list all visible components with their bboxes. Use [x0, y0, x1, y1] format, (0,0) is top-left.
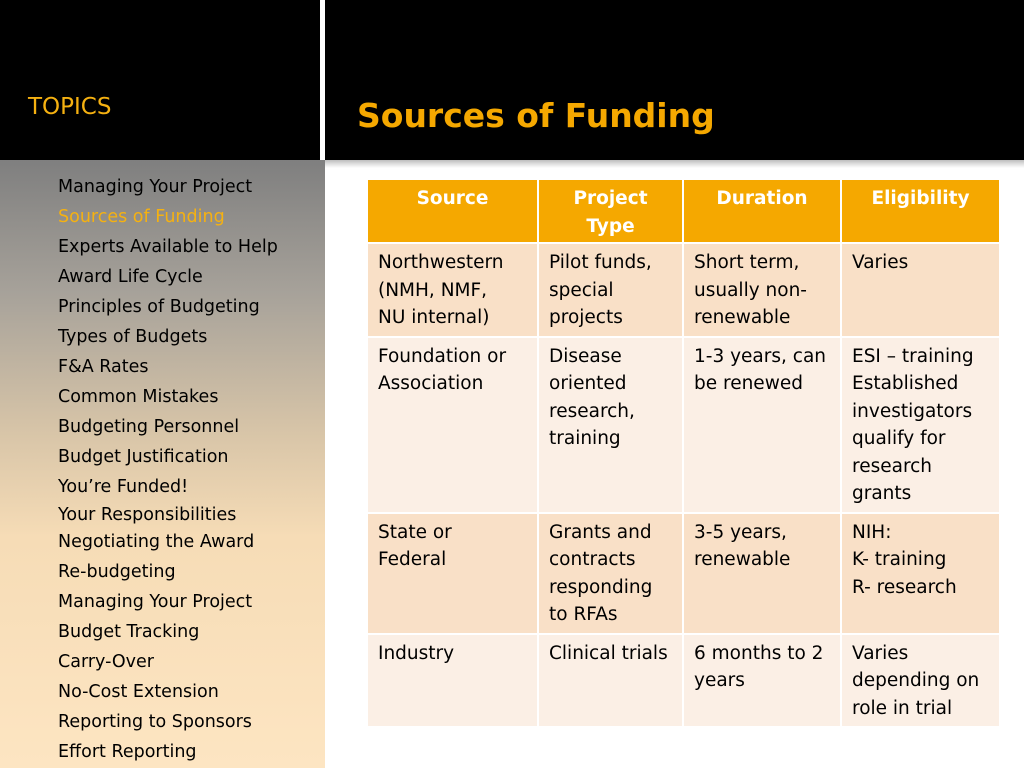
cell-text: Association	[378, 373, 484, 394]
column-header-text: Source	[416, 188, 489, 209]
topic-item[interactable]: Award Life Cycle	[58, 267, 203, 287]
table-cell	[683, 337, 841, 513]
cell-text: Clinical trials	[549, 642, 668, 664]
column-header	[683, 179, 841, 243]
cell-text: Pilot funds,	[549, 252, 652, 273]
cell-text: State or	[378, 521, 452, 543]
cell-text: investigators	[852, 400, 973, 422]
topic-item[interactable]: Your Responsibilities	[58, 505, 237, 525]
table-cell	[683, 634, 841, 728]
table-cell	[683, 243, 841, 337]
cell-text: Industry	[378, 642, 455, 664]
table-row	[367, 513, 1000, 634]
table-cell	[841, 337, 1000, 513]
column-header-text: Type	[586, 215, 635, 237]
cell-text: Federal	[378, 549, 447, 570]
topic-item[interactable]: Sources of Funding	[58, 207, 225, 227]
table-cell	[538, 513, 683, 634]
topic-item[interactable]: Carry-Over	[58, 652, 154, 672]
cell-text: K- training	[852, 549, 947, 570]
cell-text: to RFAs	[549, 604, 618, 625]
topic-item[interactable]: Re-budgeting	[58, 562, 176, 582]
slide-title: Sources of Funding	[357, 96, 715, 135]
cell-text: grants	[852, 483, 912, 504]
table-header-row	[367, 179, 1000, 243]
cell-text: 6 months to 2	[694, 642, 824, 664]
table-row	[367, 634, 1000, 728]
cell-text: contracts	[549, 549, 636, 570]
topics-header-panel	[0, 0, 320, 160]
cell-text: years	[694, 670, 745, 691]
table-cell	[538, 634, 683, 728]
cell-text: Short term,	[694, 252, 800, 273]
cell-text: Established	[852, 373, 959, 394]
table-cell	[367, 337, 538, 513]
cell-text: ESI – training	[852, 345, 974, 367]
table-cell	[367, 513, 538, 634]
cell-text: 3-5 years,	[694, 521, 787, 543]
cell-text: qualify for	[852, 428, 946, 449]
table-row	[367, 337, 1000, 513]
cell-text: research	[852, 455, 933, 477]
table-cell	[538, 243, 683, 337]
cell-text: responding	[549, 576, 653, 598]
cell-text: Varies	[852, 252, 909, 273]
topic-item[interactable]: Types of Budgets	[58, 327, 208, 347]
table-cell	[367, 243, 538, 337]
column-header	[538, 179, 683, 243]
topic-item[interactable]: Budgeting Personnel	[58, 417, 240, 437]
cell-text: oriented	[549, 373, 627, 394]
cell-text: NIH:	[852, 521, 892, 543]
topic-item[interactable]: No-Cost Extension	[58, 682, 219, 702]
cell-text: role in trial	[852, 697, 953, 719]
topic-item[interactable]: Managing Your Project	[58, 592, 253, 612]
column-header	[841, 179, 1000, 243]
cell-text: Grants and	[549, 521, 652, 543]
topic-item[interactable]: Experts Available to Help	[58, 237, 278, 257]
cell-text: Foundation or	[378, 345, 507, 367]
cell-text: renewable	[694, 549, 791, 570]
topic-item[interactable]: Managing Your Project	[58, 177, 253, 197]
topic-list	[58, 172, 278, 767]
topic-item[interactable]: Principles of Budgeting	[58, 297, 260, 317]
column-header	[367, 179, 538, 243]
table-cell	[538, 337, 683, 513]
cell-text: projects	[549, 307, 623, 328]
cell-text: (NMH, NMF,	[378, 279, 488, 301]
column-header-text: Duration	[716, 188, 808, 209]
topic-item[interactable]: You’re Funded!	[58, 477, 189, 497]
cell-text: training	[549, 428, 621, 449]
title-header-panel	[325, 0, 1024, 160]
cell-text: Varies	[852, 642, 909, 664]
table-cell	[841, 513, 1000, 634]
cell-text: research,	[549, 400, 635, 422]
cell-text: renewable	[694, 307, 791, 328]
cell-text: Disease	[549, 345, 622, 367]
cell-text: depending on	[852, 670, 980, 691]
topic-item[interactable]: Reporting to Sponsors	[58, 712, 252, 732]
cell-text: R- research	[852, 576, 957, 598]
cell-text: be renewed	[694, 373, 803, 394]
cell-text: usually non-	[694, 279, 807, 301]
column-header-text: Project	[573, 188, 648, 209]
table-cell	[841, 634, 1000, 728]
cell-text: Northwestern	[378, 252, 504, 273]
table-row	[367, 243, 1000, 337]
topics-title: TOPICS	[28, 94, 112, 120]
cell-text: special	[549, 279, 614, 301]
table-cell	[683, 513, 841, 634]
table-cell	[367, 634, 538, 728]
header-rule	[325, 160, 1024, 168]
table-cell	[841, 243, 1000, 337]
cell-text: 1-3 years, can	[694, 345, 827, 367]
topic-item[interactable]: Budget Justification	[58, 447, 229, 467]
topic-item[interactable]: Common Mistakes	[58, 387, 219, 407]
column-header-text: Eligibility	[871, 188, 970, 209]
cell-text: NU internal)	[378, 307, 490, 328]
topic-item[interactable]: Effort Reporting	[58, 742, 197, 762]
topic-item[interactable]: Budget Tracking	[58, 622, 200, 642]
topic-item[interactable]: Negotiating the Award	[58, 532, 255, 552]
topic-item[interactable]: F&A Rates	[58, 357, 149, 377]
funding-sources-table	[366, 178, 1001, 728]
